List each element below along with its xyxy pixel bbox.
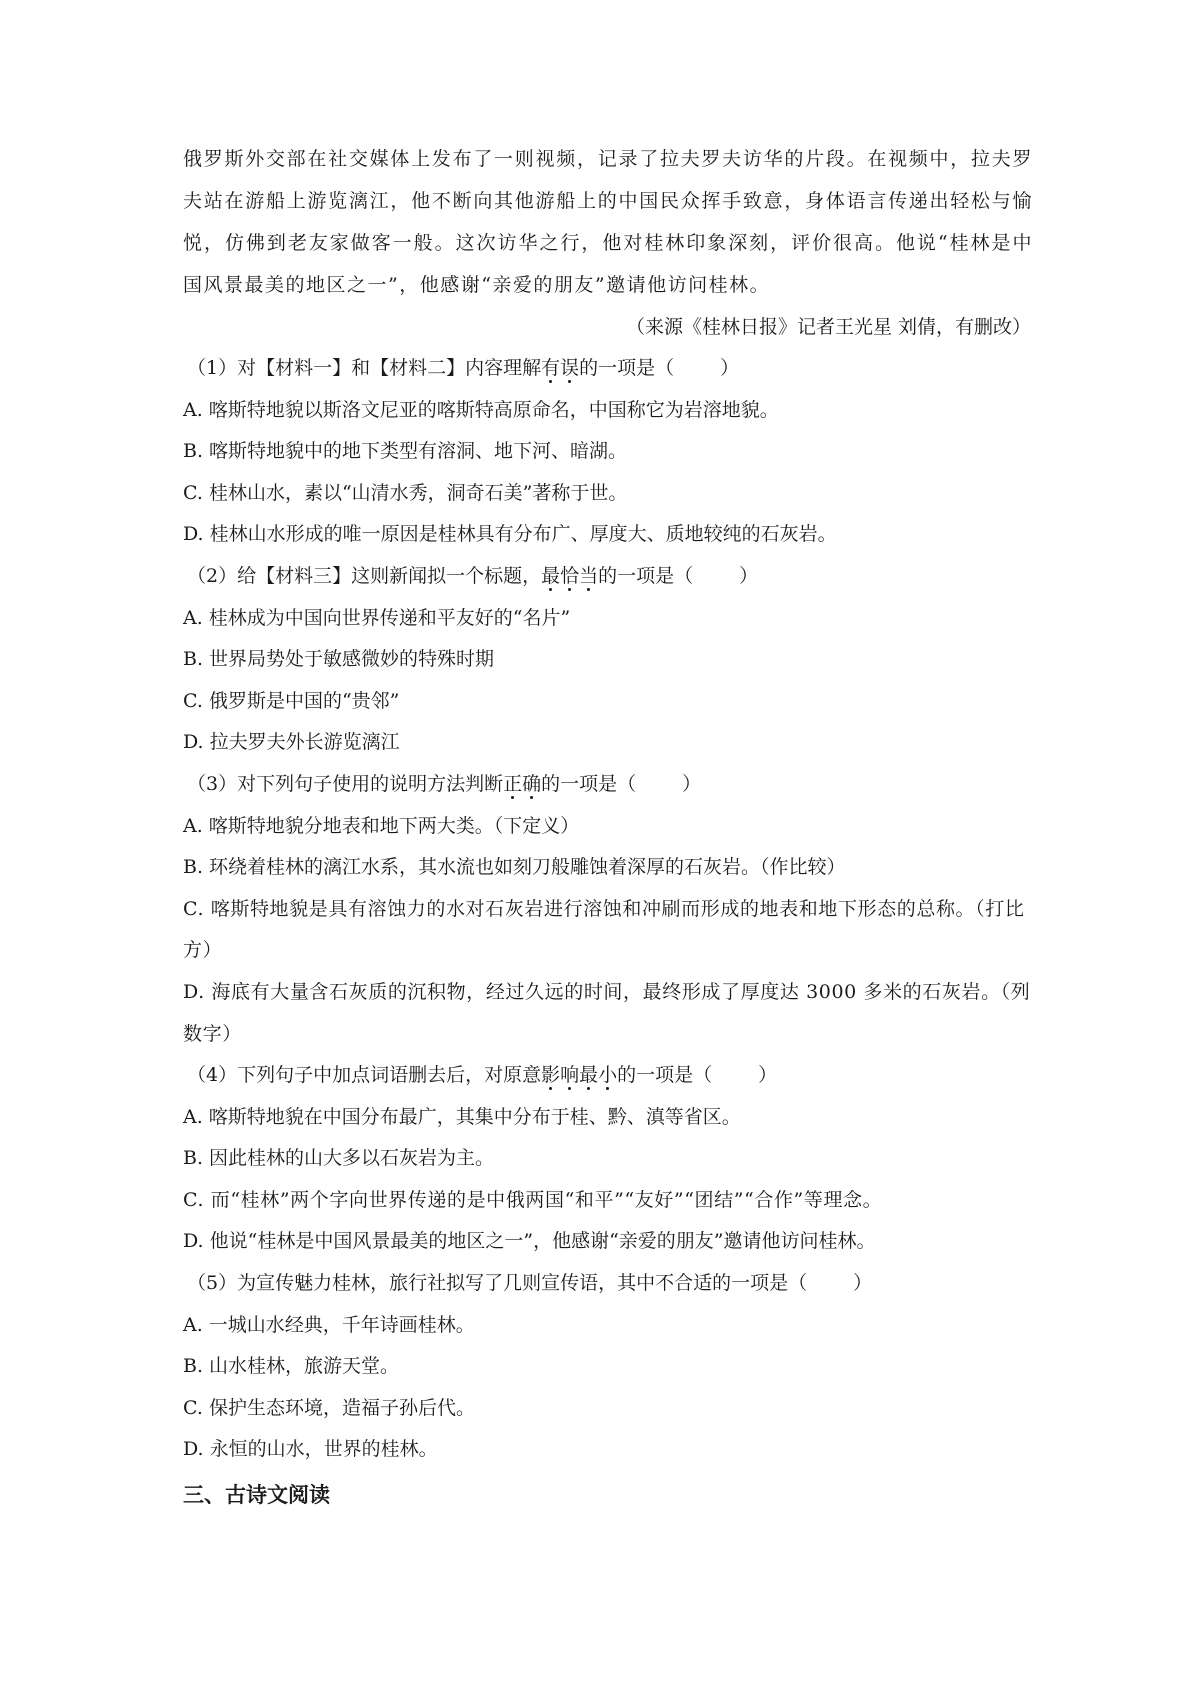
option-d: D. 拉夫罗夫外长游览漓江 [183, 731, 400, 754]
option-c: C. 桂林山水，素以“山清水秀，洞奇石美”著称于世。 [183, 481, 628, 504]
document-page [183, 138, 1033, 1517]
emphasis-dotted-text [541, 357, 579, 379]
question-3-stem [183, 764, 1033, 806]
emphasis-dot-char: 确 [522, 772, 542, 795]
question-5 [183, 1263, 1033, 1471]
emphasis-dot-char: 最 [541, 564, 561, 587]
emphasis-dot-char: 正 [503, 772, 523, 795]
question-stem-text: 的一项是（ [598, 564, 694, 587]
question-stem-text: ） [758, 1064, 778, 1087]
emphasis-dotted-text [541, 565, 598, 587]
option-c: C. 喀斯特地貌是具有溶蚀力的水对石灰岩进行溶蚀和冲刷而形成的地表和地下形态的总称。（打比方） [183, 897, 1025, 962]
option-c: C. 俄罗斯是中国的“贵邻” [183, 689, 400, 712]
emphasis-dotted-text [503, 773, 541, 795]
material-three-paragraph: 俄罗斯外交部在社交媒体上发布了一则视频，记录了拉夫罗夫访华的片段。在视频中，拉夫罗夫站在游船上游览漓江，他不断向其他游船上的中国民众挥手致意，身体语言传递出轻松与愉悦，仿佛到老友家做客一般。这次访华之行，他对桂林印象深刻，评价很高。他说“桂林是中国风景最美的地区之一”，他感谢“亲爱的朋友”邀请他访问桂林。 [183, 148, 1033, 296]
emphasis-dot-char: 最 [579, 1064, 599, 1087]
option-a: A. 桂林成为中国向世界传递和平友好的“名片” [183, 606, 571, 629]
option-b: B. 山水桂林，旅游天堂。 [183, 1355, 400, 1378]
question-stem-text: 的一项是（ [541, 772, 637, 795]
option-a: A. 喀斯特地貌分地表和地下两大类。（下定义） [183, 814, 580, 837]
question-stem-text: ） [720, 357, 740, 379]
option-d: D. 海底有大量含石灰质的沉积物，经过久远的时间，最终形成了厚度达 3000 多米的石灰岩。（列数字） [183, 980, 1031, 1045]
question-5-stem [183, 1263, 1033, 1305]
option-a: A. 喀斯特地貌在中国分布最广，其集中分布于桂、黔、滇等省区。 [183, 1105, 741, 1128]
question-1 [183, 348, 1033, 556]
option-c: C. 而“桂林”两个字向世界传递的是中俄两国“和平”“友好”“团结”“合作”等理念。 [183, 1188, 883, 1211]
option-b: B. 世界局势处于敏感微妙的特殊时期 [183, 648, 495, 671]
option-d: D. 他说“桂林是中国风景最美的地区之一”，他感谢“亲爱的朋友”邀请他访问桂林。 [183, 1230, 876, 1253]
emphasis-dot-char: 恰 [560, 564, 580, 587]
question-stem-text: 的一项是（ [617, 1064, 713, 1087]
option-c: C. 保护生态环境，造福子孙后代。 [183, 1396, 475, 1419]
question-stem-text: （1）对【材料一】和【材料二】内容理解 [187, 357, 542, 379]
question-stem-text: ） [682, 772, 702, 795]
question-stem-text: 的一项是（ [579, 357, 675, 379]
emphasis-dot-char: 响 [560, 1064, 580, 1087]
question-2 [183, 556, 1033, 764]
emphasis-dot-char: 影 [541, 1064, 561, 1087]
question-4 [183, 1055, 1033, 1263]
question-3 [183, 764, 1033, 1055]
question-4-stem [183, 1055, 1033, 1097]
option-d: D. 永恒的山水，世界的桂林。 [183, 1438, 438, 1461]
emphasis-dotted-text [541, 1064, 617, 1086]
question-stem-text: （5）为宣传魅力桂林，旅行社拟写了几则宣传语，其中不合适的一项是（ [187, 1272, 808, 1295]
emphasis-dot-char: 有 [541, 357, 561, 379]
emphasis-dot-char: 误 [560, 357, 580, 379]
material-three-source: （来源《桂林日报》记者王光星 刘倩，有删改） [625, 316, 1031, 338]
option-d: D. 桂林山水形成的唯一原因是桂林具有分布广、厚度大、质地较纯的石灰岩。 [183, 523, 837, 546]
question-stem-text: ） [853, 1272, 873, 1295]
option-a: A. 一城山水经典，千年诗画桂林。 [183, 1313, 475, 1336]
emphasis-dot-char: 小 [598, 1064, 618, 1087]
question-stem-text: （3）对下列句子使用的说明方法判断 [187, 772, 504, 795]
section-heading: 三、古诗文阅读 [183, 1483, 330, 1508]
option-b: B. 因此桂林的山大多以石灰岩为主。 [183, 1147, 495, 1170]
option-a: A. 喀斯特地貌以斯洛文尼亚的喀斯特高原命名，中国称它为岩溶地貌。 [183, 398, 779, 421]
question-stem-text: ） [739, 564, 759, 587]
question-2-stem [183, 556, 1033, 598]
option-b: B. 喀斯特地貌中的地下类型有溶洞、地下河、暗湖。 [183, 440, 628, 463]
question-1-stem [183, 348, 1033, 390]
emphasis-dot-char: 当 [579, 564, 599, 587]
option-b: B. 环绕着桂林的漓江水系，其水流也如刻刀般雕蚀着深厚的石灰岩。（作比较） [183, 856, 846, 879]
question-stem-text: （2）给【材料三】这则新闻拟一个标题， [187, 564, 542, 587]
question-stem-text: （4）下列句子中加点词语删去后，对原意 [187, 1064, 542, 1087]
